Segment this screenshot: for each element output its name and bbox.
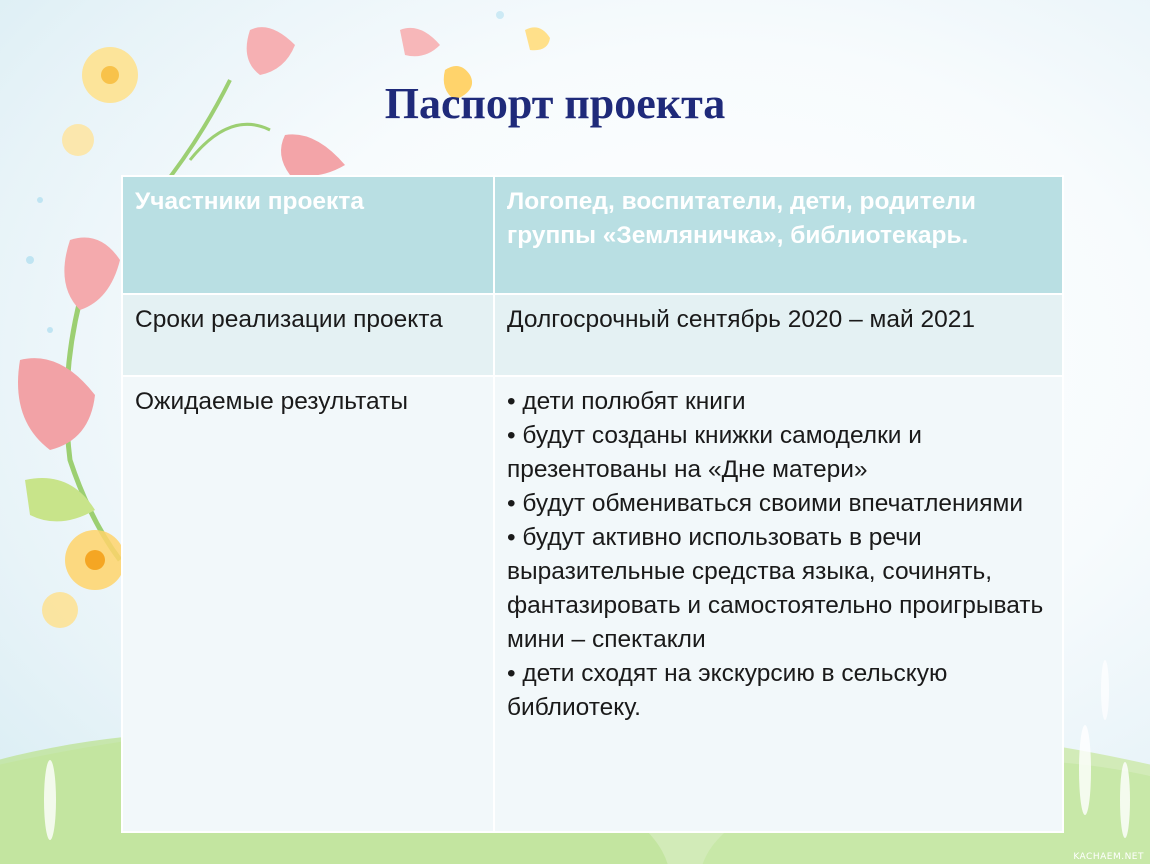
sparkle-icon bbox=[26, 256, 34, 264]
row-value: Долгосрочный сентябрь 2020 – май 2021 bbox=[494, 294, 1063, 376]
list-item: • будут созданы книжки самоделки и презентованы на «Дне матери» bbox=[507, 422, 922, 483]
results-list bbox=[494, 376, 1063, 832]
leaf-icon bbox=[25, 478, 95, 521]
flower-icon bbox=[85, 550, 105, 570]
flower-icon bbox=[42, 592, 78, 628]
grass-icon bbox=[1079, 725, 1091, 815]
tulip-icon bbox=[400, 28, 440, 56]
page-title: Паспорт проекта bbox=[384, 79, 726, 128]
sparkle-icon bbox=[47, 327, 53, 333]
row-label: Ожидаемые результаты bbox=[122, 376, 494, 832]
tulip-icon bbox=[281, 134, 345, 176]
row-label: Сроки реализации проекта bbox=[122, 294, 494, 376]
watermark: KACHAEM.NET bbox=[1073, 852, 1144, 862]
grass-icon bbox=[44, 760, 56, 840]
row-label: Участники проекта bbox=[122, 176, 494, 294]
table-row bbox=[122, 376, 1063, 832]
list-item: • дети полюбят книги bbox=[507, 388, 746, 415]
list-item: • будут активно использовать в речи выразительные средства языка, сочинять, фантазировать и самостоятельно проигрывать мини – спектакли bbox=[507, 524, 1044, 653]
table-row bbox=[122, 294, 1063, 376]
project-passport-table bbox=[121, 175, 1064, 833]
list-item: • будут обмениваться своими впечатлениями bbox=[507, 490, 1024, 517]
grass-icon bbox=[1101, 660, 1109, 720]
tulip-icon bbox=[64, 238, 120, 311]
grass-icon bbox=[1120, 762, 1130, 838]
tulip-icon bbox=[247, 27, 295, 75]
heart-icon bbox=[525, 27, 550, 50]
tulip-icon bbox=[18, 358, 95, 450]
sparkle-icon bbox=[37, 197, 43, 203]
list-item: • дети сходят на экскурсию в сельскую библиотеку. bbox=[507, 660, 948, 721]
sparkle-icon bbox=[496, 11, 504, 19]
table-row bbox=[122, 176, 1063, 294]
row-value: Логопед, воспитатели, дети, родители группы «Земляничка», библиотекарь. bbox=[494, 176, 1063, 294]
